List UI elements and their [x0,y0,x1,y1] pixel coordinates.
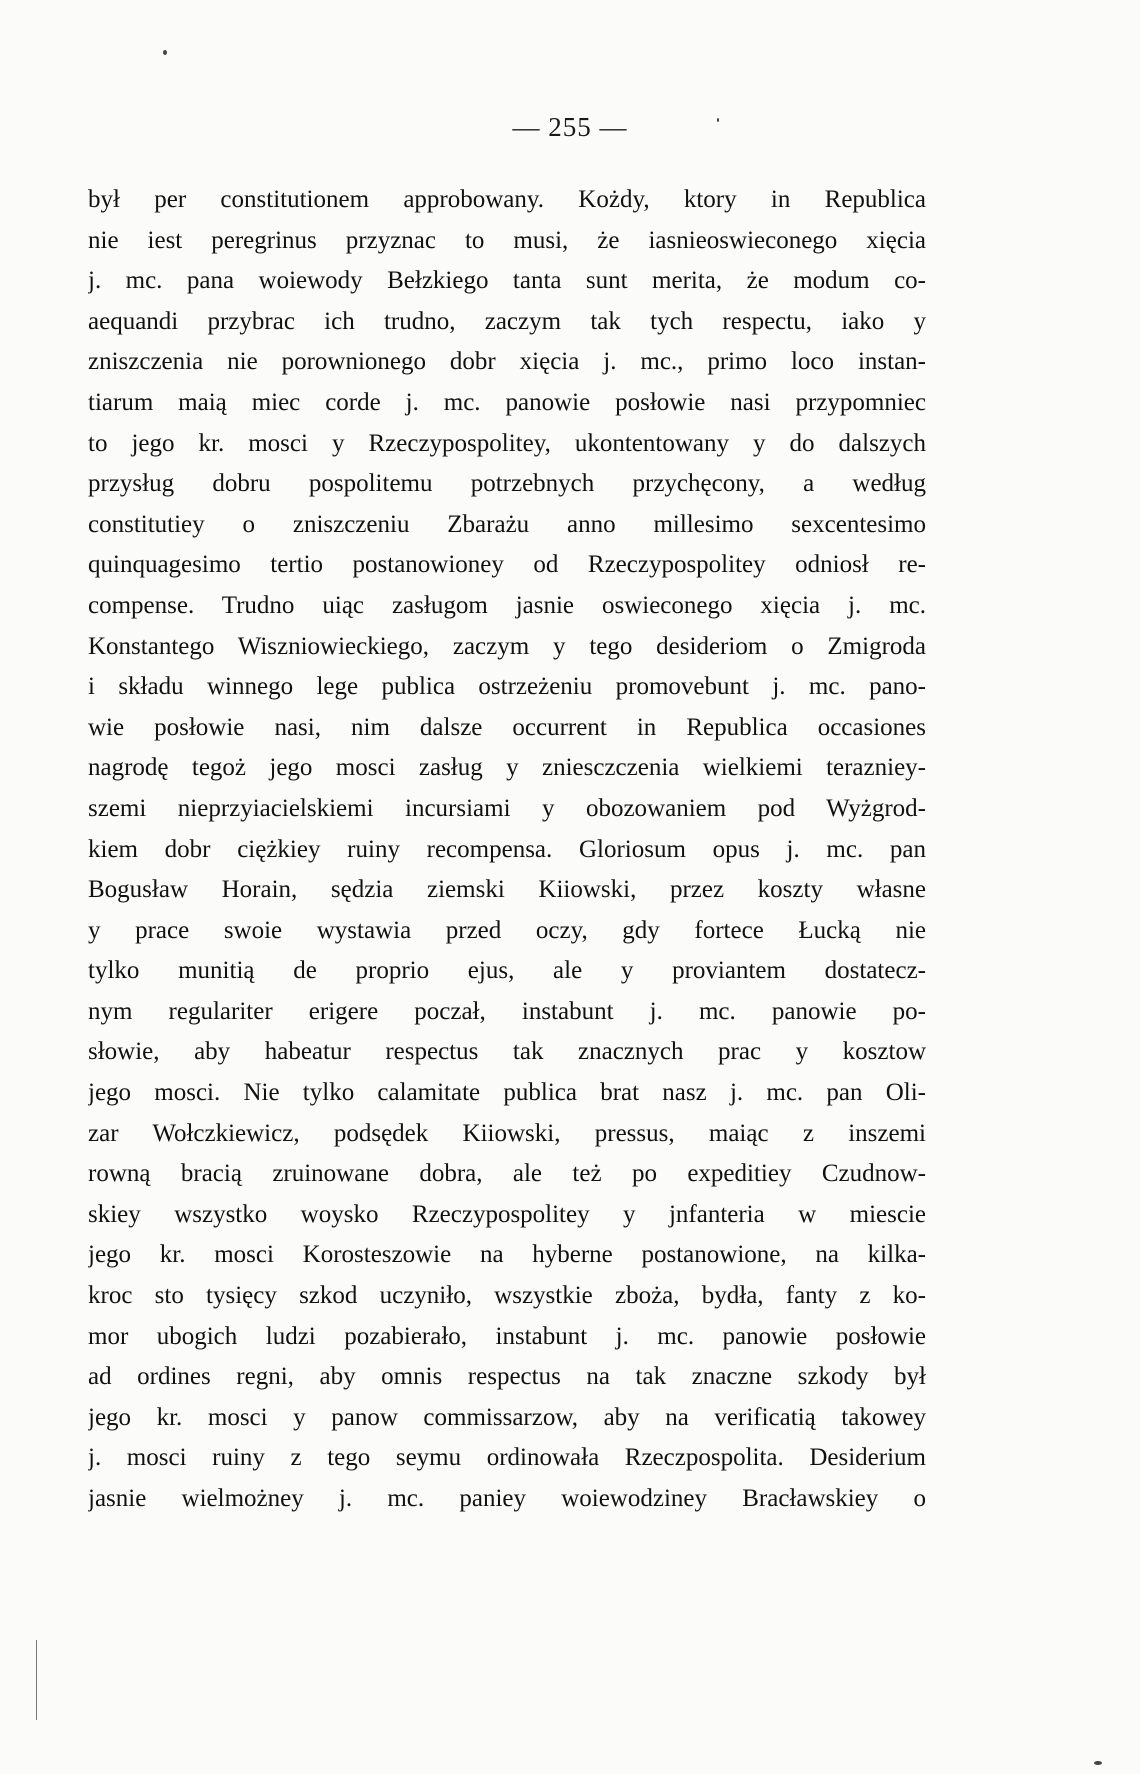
text-line: jego kr. mosci y panow commissarzow, aby na verificatią takowey [88,1403,926,1431]
text-line: skiey wszystko woysko Rzeczypospolitey y jnfanteria w miescie [88,1200,926,1228]
text-line: i składu winnego lege publica ostrzeżeniu promovebunt j. mc. pano- [88,673,926,701]
text-line: rowną bracią zruinowane dobra, ale też po expeditiey Czudnow- [88,1160,926,1188]
text-line: tiarum maią miec corde j. mc. panowie posłowie nasi przypomniec [88,388,926,416]
text-line: constitutiey o zniszczeniu Zbarażu anno millesimo sexcentesimo [88,510,926,538]
text-line: kroc sto tysięcy szkod uczyniło, wszystkie zboża, bydła, fanty z ko- [88,1282,926,1310]
ink-speck [163,50,167,55]
text-line: ad ordines regni, aby omnis respectus na tak znaczne szkody był [88,1363,926,1391]
text-line: quinquagesimo tertio postanowioney od Rzeczypospolitey odniosł re- [88,551,926,579]
text-line: jasnie wielmożney j. mc. paniey woiewodziney Bracławskiey o [88,1485,926,1512]
text-line: wie posłowie nasi, nim dalsze occurrent in Republica occasiones [88,713,926,741]
text-line: zar Wołczkiewicz, podsędek Kiiowski, pressus, maiąc z inszemi [88,1119,926,1147]
text-line: nagrodę tegoż jego mosci zasług y zniesczczenia wielkiemi terazniey- [88,754,926,782]
text-line: szemi nieprzyiacielskiemi incursiami y obozowaniem pod Wyżgrod- [88,794,926,822]
text-line: słowie, aby habeatur respectus tak znacznych prac y kosztow [88,1038,926,1066]
text-line: był per constitutionem approbowany. Kożdy, ktory in Republica [88,186,926,213]
text-line: j. mc. pana woiewody Bełzkiego tanta sunt merita, że modum co- [88,267,926,295]
text-line: mor ubogich ludzi pozabierało, instabunt j. mc. panowie posłowie [88,1322,926,1350]
ink-speck [1094,1761,1102,1765]
text-line: przysług dobru pospolitemu potrzebnych przychęcony, a według [88,470,926,498]
text-line: compense. Trudno uiąc zasługom jasnie oswieconego xięcia j. mc. [88,591,926,619]
text-line: aequandi przybrac ich trudno, zaczym tak tych respectu, iako y [88,307,926,335]
ink-speck [717,118,719,122]
text-line: Konstantego Wiszniowieckiego, zaczym y tego desideriom o Zmigroda [88,632,926,660]
page-number: — 255 — [512,112,628,142]
text-line: j. mosci ruiny z tego seymu ordinowała Rzeczpospolita. Desiderium [88,1444,926,1472]
text-line: zniszczenia nie porownionego dobr xięcia j. mc., primo loco instan- [88,348,926,376]
text-line: nie iest peregrinus przyznac to musi, że iasnieoswieconego xięcia [88,226,926,254]
text-line: y prace swoie wystawia przed oczy, gdy fortece Łucką nie [88,916,926,944]
body-text [88,180,926,1520]
text-line: to jego kr. mosci y Rzeczypospolitey, ukontentowany y do dalszych [88,429,926,457]
text-line: nym regulariter erigere poczał, instabunt j. mc. panowie po- [88,997,926,1025]
text-line: jego kr. mosci Korosteszowie na hyberne postanowione, na kilka- [88,1241,926,1269]
text-line: tylko munitią de proprio ejus, ale y proviantem dostatecz- [88,957,926,985]
text-line: jego mosci. Nie tylko calamitate publica brat nasz j. mc. pan Oli- [88,1079,926,1107]
text-line: Bogusław Horain, sędzia ziemski Kiiowski, przez koszty własne [88,876,926,904]
scan-edge-mark [36,1640,37,1720]
text-line: kiem dobr ciężkiey ruiny recompensa. Gloriosum opus j. mc. pan [88,835,926,863]
